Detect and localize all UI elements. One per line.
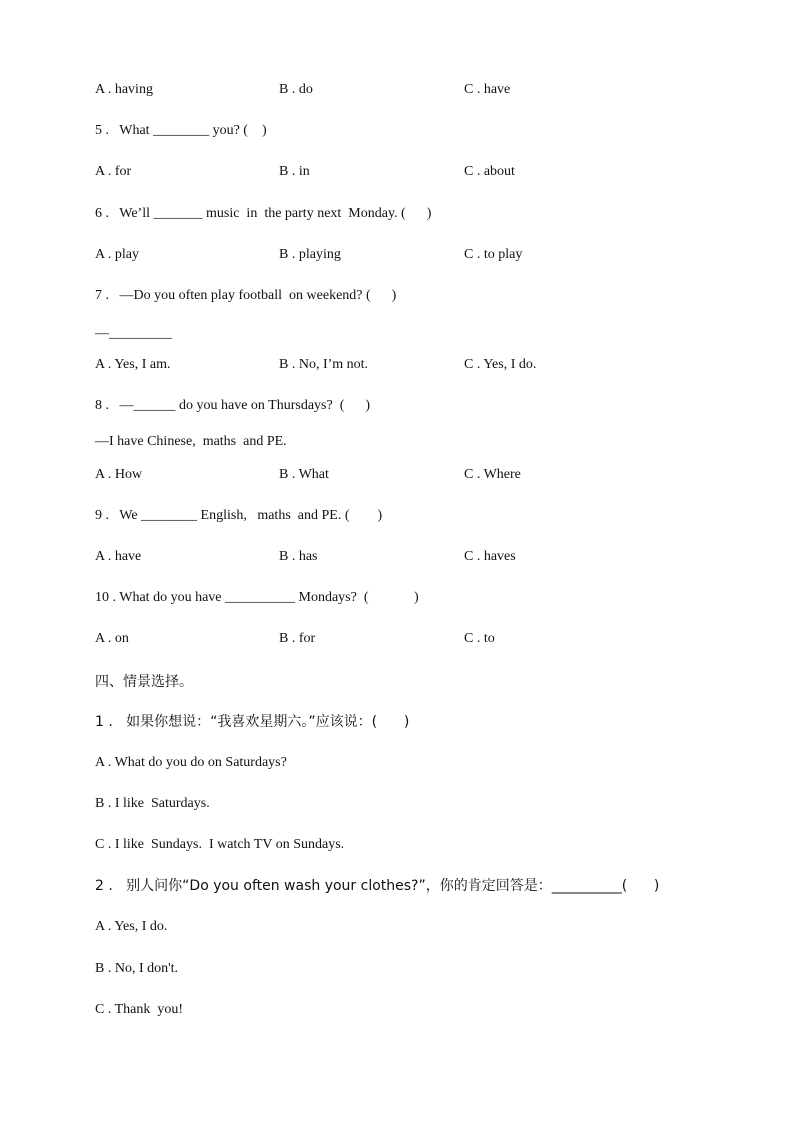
question-5-option-c: C . about [464,164,515,179]
question-6-stem: 6 . We’ll _______ music in the party next Monday. ( ) [95,206,432,221]
option-a: A . having [95,82,153,97]
option-c: C . have [464,82,511,97]
scenario-1-option-c: C . I like Sundays. I watch TV on Sundays. [95,837,345,852]
question-8-option-b: B . What [279,467,329,482]
scenario-2-option-b: B . No, I don't. [95,961,179,976]
scenario-1-option-b: B . I like Saturdays. [95,796,210,811]
question-10-option-a: A . on [95,631,129,646]
question-7-option-a: A . Yes, I am. [95,357,171,372]
scenario-1-option-a: A . What do you do on Saturdays? [95,755,287,770]
question-9-option-a: A . have [95,549,142,564]
scenario-2-option-a: A . Yes, I do. [95,919,168,934]
option-b: B . do [279,82,313,97]
question-7-option-c: C . Yes, I do. [464,357,537,372]
question-8-option-c: C . Where [464,467,521,482]
question-9-option-c: C . haves [464,549,516,564]
scenario-2-option-c: C . Thank you! [95,1002,184,1017]
question-8-option-a: A . How [95,467,143,482]
question-5-option-a: A . for [95,164,132,179]
question-5-stem: 5 . What ________ you? ( ) [95,123,267,138]
question-10-option-b: B . for [279,631,316,646]
question-10-stem: 10 . What do you have __________ Mondays? ( ) [95,590,419,605]
question-7-stem: 7 . —Do you often play football on weekend? ( ) [95,288,397,303]
question-6-option-a: A . play [95,247,139,262]
question-6-option-b: B . playing [279,247,341,262]
question-7-option-b: B . No, I’m not. [279,357,369,372]
scenario-1-stem: 1 . 如果你想说：“我喜欢星期六。”应该说：( ) [95,714,410,730]
question-8-stem: 8 . —______ do you have on Thursdays? ( ) [95,398,371,413]
section-4-title: 四、情景选择。 [95,674,193,690]
question-9-option-b: B . has [279,549,318,564]
question-10-option-c: C . to [464,631,495,646]
question-7-reply: —_________ [95,326,172,341]
scenario-2-stem: 2 . 别人问你“Do you often wash your clothes?”，你的肯定回答是：__________( ) [95,878,660,894]
question-6-option-c: C . to play [464,247,523,262]
question-5-option-b: B . in [279,164,310,179]
question-9-stem: 9 . We ________ English, maths and PE. ( ) [95,508,383,523]
question-8-reply: —I have Chinese, maths and PE. [95,434,287,449]
